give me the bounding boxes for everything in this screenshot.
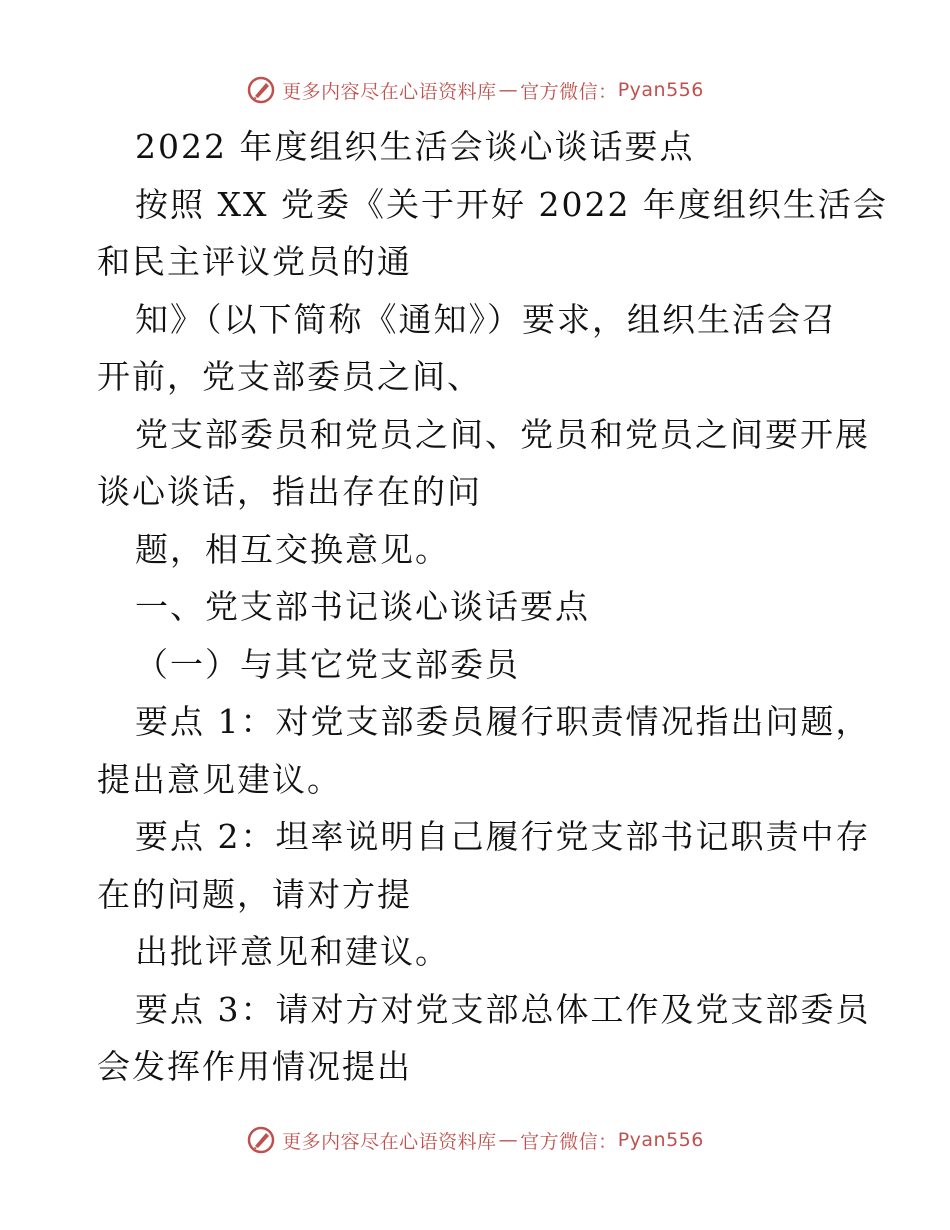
paragraph-line: 谈心谈话，指出存在的问 [97, 472, 482, 511]
key-point-line: 出批评意见和建议。 [135, 932, 450, 971]
document-title: 2022 年度组织生活会谈心谈话要点 [135, 127, 695, 166]
paragraph-line: 知》（以下简称《通知》）要求，组织生活会召 [135, 299, 837, 339]
key-point-line: 要点 1：对党支部委员履行职责情况指出问题， [135, 702, 871, 741]
footer-watermark [0, 1120, 950, 1160]
paragraph-line: 和民主评议党员的通 [97, 242, 412, 281]
subsection-heading: （一）与其它党支部委员 [135, 644, 520, 684]
key-point-line: 要点 2：坦率说明自己履行党支部书记职责中存 [135, 817, 871, 856]
paragraph-line: 题，相互交换意见。 [135, 529, 450, 569]
brand-logo-icon [246, 75, 276, 105]
watermark-separator: — [498, 1129, 519, 1151]
paragraph-line: 按照 XX 党委《关于开好 2022 年度组织生活会 [135, 184, 888, 224]
paragraph-line: 党支部委员和党员之间、党员和党员之间要开展 [135, 414, 870, 454]
brand-logo-icon [246, 1125, 276, 1155]
watermark-site: 更多内容尽在心语资料库 [282, 1130, 497, 1153]
document-body [97, 118, 888, 1096]
key-point-line: 在的问题，请对方提 [97, 874, 412, 914]
header-watermark [0, 70, 950, 110]
paragraph-line: 开前，党支部委员之间、 [97, 357, 482, 396]
watermark-wechat-label: 官方微信： [520, 80, 618, 103]
key-point-line: 会发挥作用情况提出 [97, 1047, 412, 1086]
section-heading: 一、党支部书记谈心谈话要点 [135, 587, 590, 626]
watermark-wechat-id: Pyan556 [617, 1129, 704, 1151]
key-point-line: 要点 3：请对方对党支部总体工作及党支部委员 [135, 989, 871, 1029]
watermark-wechat-id: Pyan556 [617, 79, 704, 101]
watermark-site: 更多内容尽在心语资料库 [282, 80, 497, 103]
key-point-line: 提出意见建议。 [97, 759, 342, 799]
watermark-wechat-label: 官方微信： [520, 1130, 618, 1153]
watermark-separator: — [498, 79, 519, 101]
